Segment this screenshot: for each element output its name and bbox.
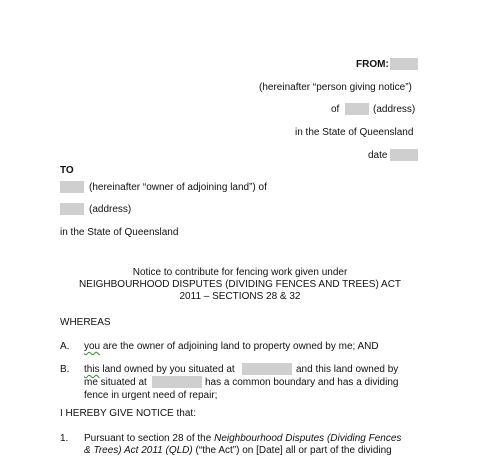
from-name-blank[interactable] [390, 58, 418, 70]
from-state-line: in the State of Queensland [295, 127, 414, 138]
whereas-a-text [84, 341, 379, 352]
from-label: FROM: [356, 59, 389, 70]
hereinafter-person-giving-notice: (hereinafter “person giving notice”) [259, 82, 412, 93]
owner-address-blank[interactable] [60, 203, 84, 215]
whereas-a-label: A. [60, 341, 70, 352]
whereas-a-word: you [84, 341, 101, 352]
title-line-2: NEIGHBOURHOOD DISPUTES (DIVIDING FENCES AND TREES) ACT [78, 279, 402, 290]
from-address-label: (address) [373, 104, 416, 115]
my-land-address-blank[interactable] [152, 376, 202, 388]
whereas-b-text-3: me situated at [84, 377, 147, 388]
notice-item-1-text-2: (“the Act”) on [Date] all or part of the dividing [195, 445, 392, 456]
date-blank[interactable] [390, 149, 418, 161]
whereas-b-text-5: fence in urgent need of repair; [84, 390, 218, 401]
notice-item-1-act-2: & Trees) Act 2011 (QLD) [84, 445, 193, 456]
from-address-blank[interactable] [345, 103, 369, 115]
whereas-b-text-4: has a common boundary and has a dividing [205, 377, 399, 388]
notice-item-1-line-2 [84, 445, 392, 456]
of-label: of [331, 104, 340, 115]
whereas-b-text-1: land owned by you situated at [102, 364, 235, 375]
owner-state-line: in the State of Queensland [60, 227, 179, 238]
notice-item-1-label: 1. [60, 433, 69, 444]
whereas-a-rest: are the owner of adjoining land to property owned by me; AND [102, 341, 379, 352]
whereas-heading: WHEREAS [60, 317, 111, 328]
owner-hereinafter: (hereinafter “owner of adjoining land”) of [89, 182, 267, 193]
title-line-1: Notice to contribute for fencing work given under [132, 267, 348, 278]
whereas-b-line-1 [84, 364, 235, 375]
whereas-b-word: this [84, 364, 100, 375]
whereas-b-text-2: and this land owned by [296, 364, 399, 375]
notice-heading: I HEREBY GIVE NOTICE that: [60, 408, 196, 419]
notice-item-1-act: Neighbourhood Disputes (Dividing Fences [214, 433, 402, 444]
notice-item-1-text-1: Pursuant to section 28 of the [84, 433, 212, 444]
to-label: TO [60, 165, 74, 176]
notice-item-1-line-1 [84, 433, 401, 444]
owner-name-blank[interactable] [60, 181, 84, 193]
whereas-b-label: B. [60, 364, 70, 375]
date-label: date [368, 150, 388, 161]
title-line-3: 2011 – SECTIONS 28 & 32 [179, 291, 301, 302]
owner-address-label: (address) [89, 204, 132, 215]
owner-land-address-blank[interactable] [242, 363, 292, 375]
